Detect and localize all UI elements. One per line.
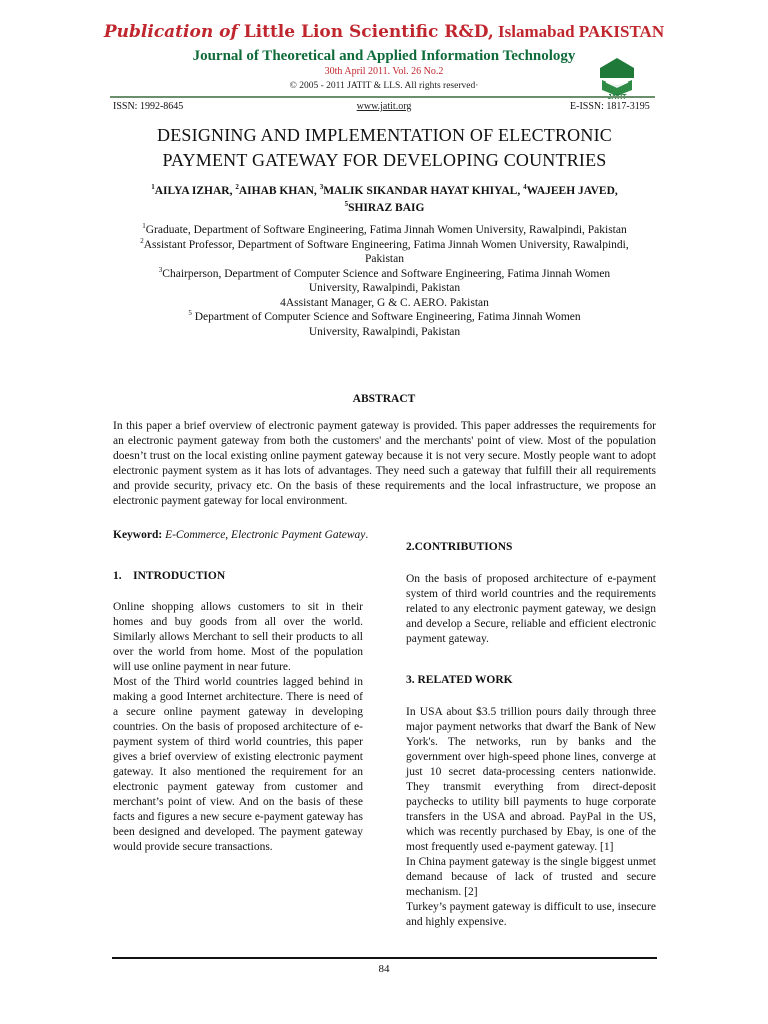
journal-volume: 30th April 2011. Vol. 26 No.2 xyxy=(324,66,444,77)
related-paragraph-3: Turkey’s payment gateway is difficult to use, insecure and highly expensive. xyxy=(406,901,656,928)
author-5: SHIRAZ BAIG xyxy=(348,202,425,214)
affiliation-4: 4Assistant Manager, G & C. AERO. Pakistan xyxy=(280,296,489,309)
affiliation-5a: Department of Computer Science and Software Engineering, Fatima Jinnah Women xyxy=(191,311,581,323)
page-number: 84 xyxy=(378,963,390,975)
intro-body xyxy=(113,600,363,855)
intro-paragraph-1: Online shopping allows customers to sit in their homes and buy goods from all over the world. Similarly allows Merchant to sell their products to all over the world from home. Most of the population will use online payment in near future. xyxy=(113,601,363,673)
publisher-location: Islamabad PAKISTAN xyxy=(493,22,665,41)
related-work-body xyxy=(406,705,656,930)
author-3: MALIK SIKANDAR HAYAT KHIYAL, xyxy=(323,185,524,197)
header-rule xyxy=(110,96,655,98)
journal-name: Journal of Theoretical and Applied Information Technology xyxy=(192,48,576,64)
affiliation-5b: University, Rawalpindi, Pakistan xyxy=(308,325,461,338)
publisher-line xyxy=(0,22,768,42)
author-2: AIHAB KHAN, xyxy=(238,185,320,197)
abstract-heading: ABSTRACT xyxy=(352,393,416,405)
intro-heading: 1. INTRODUCTION xyxy=(113,570,226,582)
journal-url[interactable]: www.jatit.org xyxy=(356,101,412,112)
title-line-2: PAYMENT GATEWAY FOR DEVELOPING COUNTRIES xyxy=(162,150,607,170)
affiliation-3b: University, Rawalpindi, Pakistan xyxy=(308,282,461,294)
publisher-prefix: Publication of xyxy=(103,22,244,42)
affiliation-2b: Pakistan xyxy=(365,253,404,265)
related-paragraph-1: In USA about $3.5 trillion pours daily through three major payment networks that dwarf the Bank of New York's. The networks, run by banks and the government over high-speed phone lines, converge at just 10 secret data-processing centers nationwide. They transmit everything from direct-deposit paychecks to utility bill payments to huge corporate transfers in the USA and abroad. PayPal in the US, which was recently purchased by Ebay, is one of the most frequently used e-payment gateway. [1] xyxy=(406,706,656,853)
jatit-logo xyxy=(594,56,640,100)
affiliation-3a: Chairperson, Department of Computer Science and Software Engineering, Fatima Jinnah Women xyxy=(162,267,611,280)
contributions-heading: 2.CONTRIBUTIONS xyxy=(406,541,513,553)
publisher-org: Little Lion Scientific R&D, xyxy=(243,22,494,42)
affiliation-2a: Assistant Professor, Department of Software Engineering, Fatima Jinnah Women University, Rawalpindi, xyxy=(143,238,629,251)
copyright-line: © 2005 - 2011 JATIT & LLS. All rights reserved· xyxy=(289,81,479,91)
issn: ISSN: 1992-8645 xyxy=(113,101,184,112)
paper-title xyxy=(112,123,657,173)
author-1: AILYA IZHAR, xyxy=(154,185,236,197)
abstract-text: In this paper a brief overview of electronic payment gateway is provided. This paper addresses the requirements for an electronic payment gateway from both the customers' and the merchants' point of view. Most of the population doesn’t trust on the local existing online payment gateway because it is not very secure. Mostly people want to adopt electronic payment system as it has lots of advantages. They need such a gateway that fulfill their all requirements and provide security, privacy etc. On the basis of these requirements and the local infrastructure, we propose an electronic payment gateway for local environment. xyxy=(113,420,656,507)
journal-url-wrap xyxy=(0,101,768,112)
e-issn: E-ISSN: 1817-3195 xyxy=(570,101,650,112)
intro-paragraph-2: Most of the Third world countries lagged behind in making a good Internet architecture. There is need of a secure online payment gateway in developing countries. On the basis of proposed architecture of e-payment system of third world countries, this paper gives a brief overview of existing electronic payment gateway. It also mentioned the requirement for an electronic payment gateway from customer and merchant’s point of view. And on the basis of these facts and figures a new secure e-payment gateway has been designed and developed. The payment gateway would provide secure transactions. xyxy=(113,676,363,853)
logo-text: JATIT xyxy=(607,94,627,100)
affiliation-1: Graduate, Department of Software Engineering, Fatima Jinnah Women University, Rawalpindi, Pakistan xyxy=(145,224,627,236)
related-work-heading: 3. RELATED WORK xyxy=(406,674,513,686)
affiliations: $^1$Graduate, Department of Software Engineering, Fatima Jinnah Women University, Rawalpindi, Pakistan $^2$Assistant Professor, Department of Software Engineering, Fatima Jinnah Women University, Rawalpindi, Pakistan $^3$Chairperson, Department of Computer Science and Software Engineering, Fatima Jinnah Women University, Rawalpindi, Pakistan 4Assistant Manager, G & C. AERO. Pakistan $^5$ Department of Computer Science and Software Engineering, Fatima Jinnah Women University, Rawalpindi, Pakistan xyxy=(112,223,657,339)
title-line-1: DESIGNING AND IMPLEMENTATION OF ELECTRONIC xyxy=(157,125,612,145)
keyword-text: E-Commerce, Electronic Payment Gateway xyxy=(165,529,366,541)
keyword-label: Keyword: xyxy=(113,529,166,541)
author-list: $^1$AILYA IZHAR, $^2$AIHAB KHAN, $^3$MALIK SIKANDAR HAYAT KHIYAL, $^4$WAJEEH JAVED, $^5$SHIRAZ BAIG xyxy=(151,183,618,214)
keywords: Keyword: E-Commerce, Electronic Payment Gateway. xyxy=(113,529,369,541)
contributions-body xyxy=(406,572,656,647)
footer-rule xyxy=(112,957,657,959)
related-paragraph-2: In China payment gateway is the single biggest unmet demand because of lack of trusted and secure mechanism. [2] xyxy=(406,856,656,898)
author-4: WAJEEH JAVED, xyxy=(526,185,618,197)
contributions-paragraph: On the basis of proposed architecture of e-payment system of third world countries and the requirements related to any electronic payment gateway, we design and develop a Secure, reliable and efficient electronic payment gateway. xyxy=(406,573,656,645)
